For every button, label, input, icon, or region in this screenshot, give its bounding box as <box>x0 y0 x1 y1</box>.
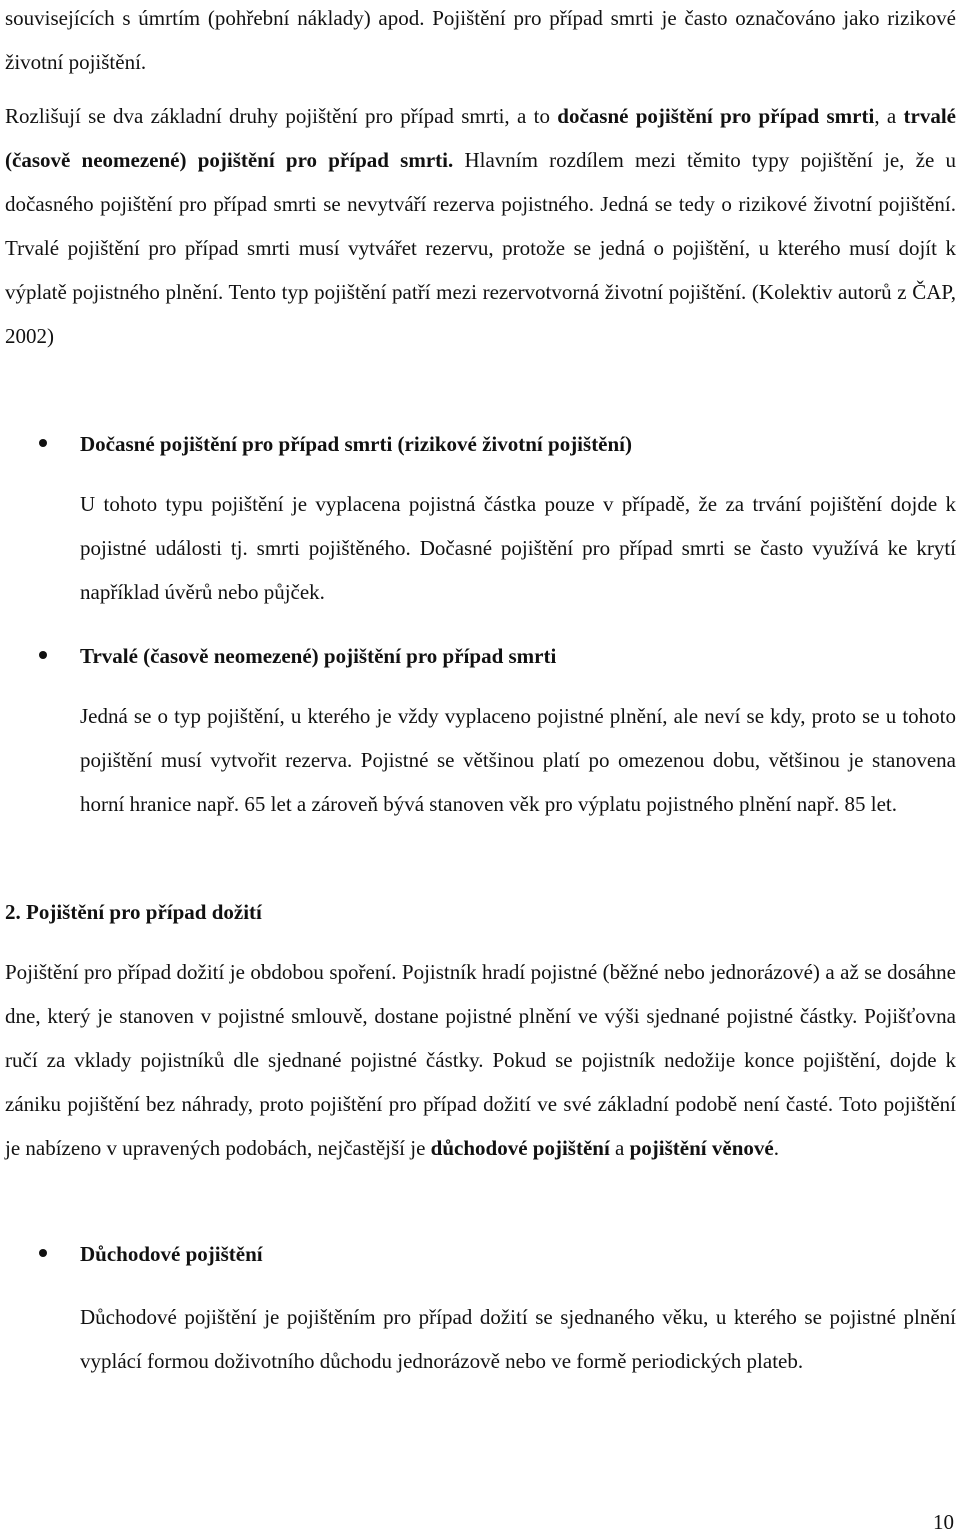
text-segment: Rozlišují se dva základní druhy pojištění pro případ smrti, a to <box>5 104 558 128</box>
bullet-title: Důchodové pojištění <box>80 1242 263 1266</box>
bullet-icon <box>39 439 47 447</box>
text-segment: . <box>773 1136 779 1160</box>
paragraph-intro-continuation: souvisejících s úmrtím (pohřební náklady) apod. Pojištění pro případ smrti je často označováno jako rizikové životní pojištění. <box>5 6 956 74</box>
bullet-icon <box>39 651 47 659</box>
section-heading: 2. Pojištění pro případ dožití <box>5 900 262 924</box>
bold-term-temporary: dočasné pojištění pro případ smrti <box>557 104 875 128</box>
bullet-icon <box>39 1249 47 1257</box>
bullet-title: Dočasné pojištění pro případ smrti (rizikové životní pojištění) <box>80 432 633 456</box>
paragraph-endowment <box>5 950 956 1170</box>
bullet-body: Důchodové pojištění je pojištěním pro případ dožití se sjednaného věku, u kterého se pojistné plnění vyplácí formou doživotního důchodu jednorázově nebo ve formě periodických plateb. <box>80 1305 956 1373</box>
text-segment: Pojištění pro případ dožití je obdobou spoření. Pojistník hradí pojistné (běžné nebo jednorázové) a až se dosáhne dne, který je stanoven v pojistné smlouvě, dostane pojistné plnění ve výši sjednané pojistné částky. Pojišťovna ručí za vklady pojistníků dle sjednané pojistné částky. Pokud se pojistník nedožije konce pojištění, dojde k zániku pojištění bez náhrady, proto pojištění pro případ dožití ve své základní podobě není časté. Toto pojištění je nabízeno v upravených podobách, nejčastější je <box>5 960 956 1160</box>
page-number: 10 <box>933 1510 954 1534</box>
bold-term-permanent: trvalé (časově neomezené) pojištění pro případ smrti. <box>5 104 957 172</box>
bullet-body: Jedná se o typ pojištění, u kterého je vždy vyplaceno pojistné plnění, ale neví se kdy, proto se u tohoto pojištění musí vytvořit rezerva. Pojistné se většinou platí po omezenou dobu, většinou je stanovena horní hranice např. 65 let a zároveň bývá stanoven věk pro výplatu pojistného plnění např. 85 let. <box>80 704 956 816</box>
bold-term-dowry: pojištění věnové <box>629 1136 774 1160</box>
bold-term-pension: důchodové pojištění <box>430 1136 610 1160</box>
text-segment: a <box>609 1136 630 1160</box>
bullet-title: Trvalé (časově neomezené) pojištění pro případ smrti <box>80 644 557 668</box>
bullet-body: U tohoto typu pojištění je vyplacena pojistná částka pouze v případě, že za trvání pojištění dojde k pojistné události tj. smrti pojištěného. Dočasné pojištění pro případ smrti se často využívá ke krytí například úvěrů nebo půjček. <box>80 492 956 604</box>
text-segment: , a <box>874 104 904 128</box>
bullet-item-pension <box>5 1232 956 1276</box>
bullet-item-permanent <box>5 634 956 678</box>
text-segment: Hlavním rozdílem mezi těmito typy pojištění je, že u dočasného pojištění pro případ smrti se nevytváří rezerva pojistného. Jedná se tedy o rizikové životní pojištění. Trvalé pojištění pro případ smrti musí vytvářet rezervu, protože se jedná o pojištění, u kterého musí dojít k výplatě pojistného plnění. Tento typ pojištění patří mezi rezervotvorná životní pojištění. (Kolektiv autorů z ČAP, 2002) <box>5 148 957 348</box>
paragraph-death-insurance-types <box>5 94 956 358</box>
bullet-item-temporary <box>5 422 956 466</box>
